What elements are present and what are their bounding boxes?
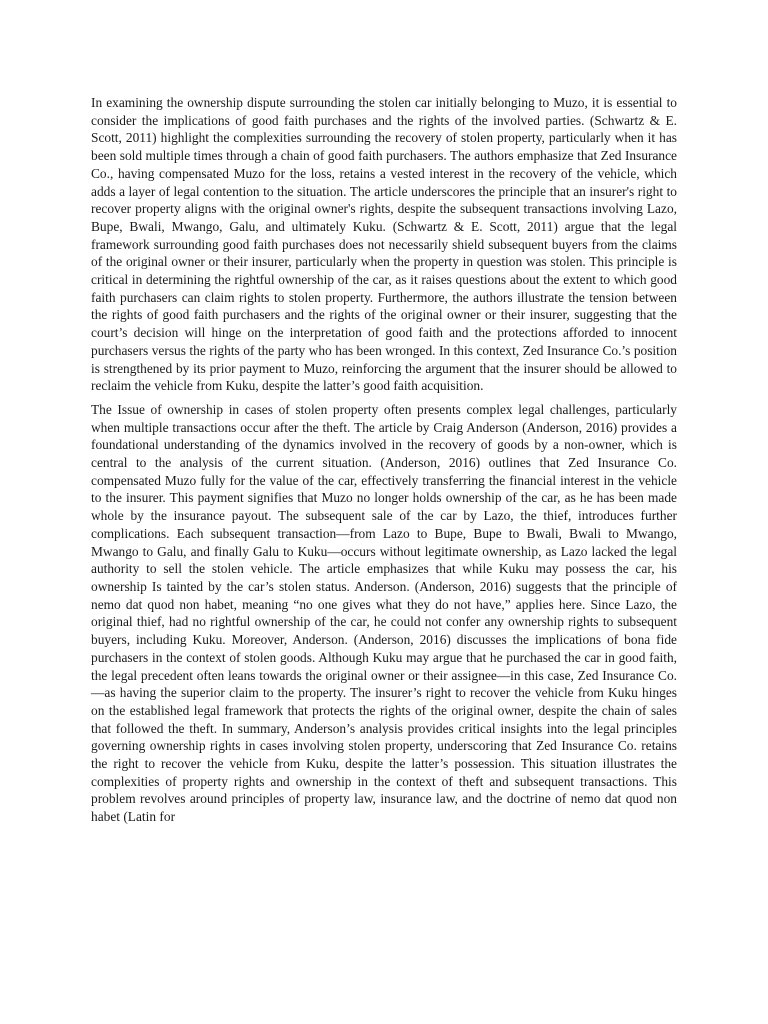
paragraph-ownership-stolen-property: The Issue of ownership in cases of stolen property often presents complex legal challenges, particularly when multiple transactions occur after the theft. The article by Craig Anderson (Anderson, 2016) provides a foundational understanding of the dynamics involved in the recovery of goods by a non-owner, which is central to the analysis of the current situation. (Anderson, 2016) outlines that Zed Insurance Co. compensated Muzo fully for the value of the car, effectively transferring the financial interest in the vehicle to the insurer. This payment signifies that Muzo no longer holds ownership of the car, as he has been made whole by the insurance payout. The subsequent sale of the car by Lazo, the thief, introduces further complications. Each subsequent transaction—from Lazo to Bupe, Bupe to Bwali, Bwali to Mwango, Mwango to Galu, and finally Galu to Kuku—occurs without legitimate ownership, as Lazo lacked the legal authority to sell the stolen vehicle. The article emphasizes that while Kuku may possess the car, his ownership Is tainted by the car’s stolen status. Anderson. (Anderson, 2016) suggests that the principle of nemo dat quod non habet, meaning “no one gives what they do not have,” applies here. Since Lazo, the original thief, had no rightful ownership of the car, he could not confer any ownership rights to subsequent buyers, including Kuku. Moreover, Anderson. (Anderson, 2016) discusses the implications of bona fide purchasers in the context of stolen goods. Although Kuku may argue that he purchased the car in good faith, the legal precedent often leans towards the original owner or their assignee—in this case, Zed Insurance Co.—as having the superior claim to the property. The insurer’s right to recover the vehicle from Kuku hinges on the established legal framework that protects the rights of the original owner, despite the chain of sales that followed the theft. In summary, Anderson’s analysis provides critical insights into the legal principles governing ownership rights in cases involving stolen property, underscoring that Zed Insurance Co. retains the right to recover the vehicle from Kuku, despite the latter’s possession. This situation illustrates the complexities of property rights and ownership in the context of theft and subsequent transactions. This problem revolves around principles of property law, insurance law, and the doctrine of nemo dat quod non habet (Latin for [91, 401, 677, 825]
paragraph-good-faith-purchases: In examining the ownership dispute surrounding the stolen car initially belonging to Muzo, it is essential to consider the implications of good faith purchases and the rights of the involved parties. (Schwartz & E. Scott, 2011) highlight the complexities surrounding the recovery of stolen property, particularly when it has been sold multiple times through a chain of good faith purchasers. The authors emphasize that Zed Insurance Co., having compensated Muzo for the loss, retains a vested interest in the recovery of the vehicle, which adds a layer of legal contention to the situation. The article underscores the principle that an insurer's right to recover property aligns with the original owner's rights, despite the subsequent transactions involving Lazo, Bupe, Bwali, Mwango, Galu, and ultimately Kuku. (Schwartz & E. Scott, 2011) argue that the legal framework surrounding good faith purchases does not necessarily shield subsequent buyers from the claims of the original owner or their insurer, particularly when the property in question was stolen. This principle is critical in determining the rightful ownership of the car, as it raises questions about the extent to which good faith purchasers can claim rights to stolen property. Furthermore, the authors illustrate the tension between the rights of good faith purchasers and the rights of the original owner or their insurer, suggesting that the court’s decision will hinge on the interpretation of good faith and the protections afforded to innocent purchasers versus the rights of the party who has been wronged. In this context, Zed Insurance Co.’s position is strengthened by its prior payment to Muzo, reinforcing the argument that the insurer should be allowed to reclaim the vehicle from Kuku, despite the latter’s good faith acquisition. [91, 95, 677, 394]
document-body [91, 94, 677, 832]
